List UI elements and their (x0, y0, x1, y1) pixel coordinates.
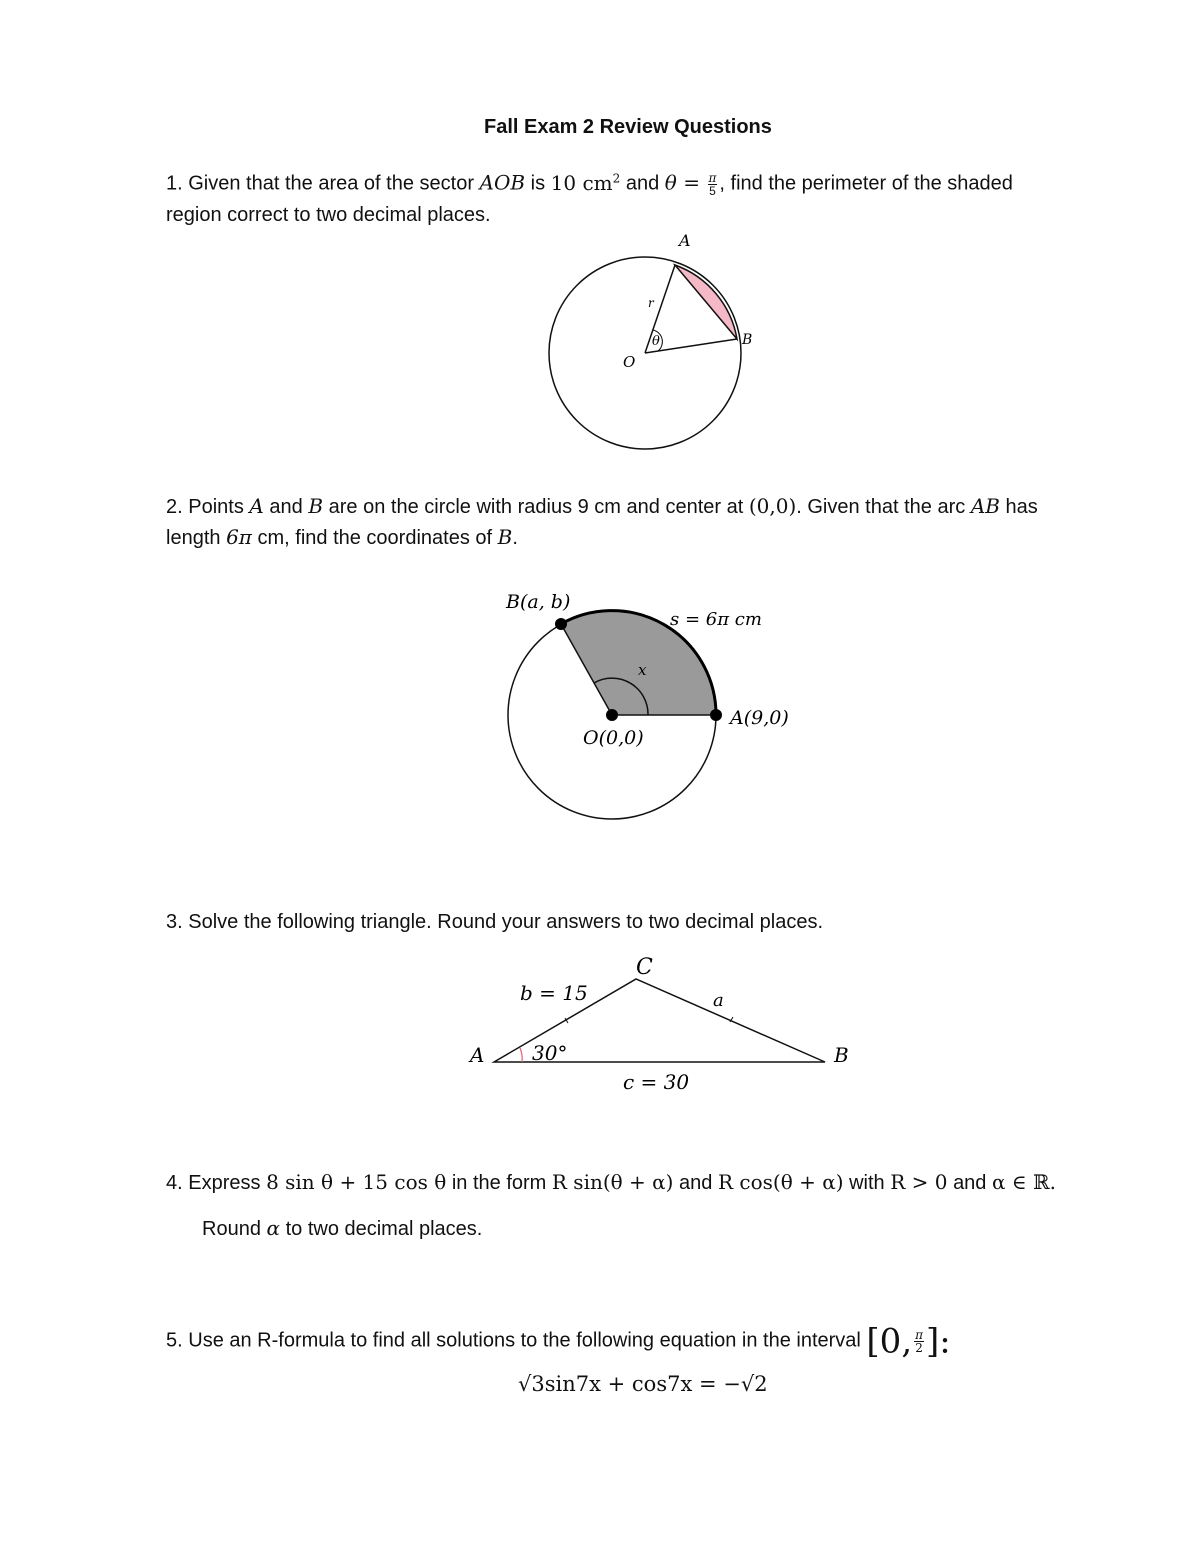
question-2-line-2 (166, 525, 518, 550)
q4-form-sin: R sin(θ + α) (551, 1170, 674, 1194)
q2-center: (0,0) (748, 494, 797, 518)
q2-text: are on the circle with radius 9 cm and center at (328, 496, 744, 518)
q4-text: and (953, 1172, 987, 1194)
q5-text: Use an R-formula to find all solutions to the following equation in the interval (188, 1329, 861, 1352)
q2-text: . (512, 527, 518, 549)
q2-text: . Given that the arc (796, 496, 966, 518)
q3-label-a-side: a (713, 990, 724, 1011)
q5-equation: √3sin7x + cos7x = −√2 (518, 1372, 768, 1396)
q1-label-b: B (742, 332, 753, 348)
q2-text: cm, find the coordinates of (257, 527, 493, 549)
q4-expression: 8 sin θ + 15 cos θ (266, 1170, 447, 1194)
q1-theta: θ = (664, 170, 700, 195)
q2-point-b: B (308, 494, 324, 518)
q1-sector-figure (520, 225, 780, 465)
q1-text: , find the perimeter of the shaded (719, 172, 1013, 195)
q3-label-a-vertex: A (470, 1043, 485, 1067)
q2-text: and (269, 496, 303, 518)
q4-text: Round (202, 1218, 261, 1240)
q1-fraction: $\frac{\pi}{5}$ (708, 170, 717, 198)
q2-label-s: s = 6π cm (670, 609, 762, 630)
question-number: 3. (166, 911, 183, 933)
q1-text: and (625, 172, 660, 195)
question-5-line-1 (166, 1321, 951, 1361)
q4-form-cos: R cos(θ + α) (717, 1170, 844, 1194)
q2-text: length (166, 527, 221, 549)
q3-label-c-side: c = 30 (623, 1070, 690, 1094)
q2-arc-figure (490, 580, 820, 870)
q3-text: Solve the following triangle. Round your answers to two decimal places. (188, 911, 824, 933)
q2-point-b (555, 618, 567, 630)
q3-triangle-figure (460, 950, 860, 1100)
q1-label-o: O (623, 353, 636, 371)
q4-alpha: α (266, 1216, 281, 1240)
q1-sector: AOB (479, 170, 526, 195)
question-2-line-1 (166, 494, 1038, 519)
q2-text: has (1005, 496, 1038, 518)
question-number: 1. (166, 172, 183, 195)
q1-shaded-segment (675, 265, 737, 339)
q4-text: to two decimal places. (285, 1218, 483, 1240)
q4-condition: R > 0 (890, 1170, 948, 1194)
q1-area: 10 $cm^2$ (550, 170, 621, 195)
q3-label-angle: 30° (532, 1041, 568, 1065)
q2-arc: AB (970, 494, 1000, 518)
question-number: 2. (166, 496, 183, 518)
question-4-line-1 (166, 1170, 1056, 1195)
q4-alpha-domain: α ∈ ℝ. (992, 1170, 1057, 1194)
q3-label-b-side: b = 15 (520, 981, 588, 1005)
q2-point-b: B (497, 525, 513, 549)
q2-point-a (710, 709, 722, 721)
q1-label-a: A (679, 231, 691, 250)
q3-label-c: C (636, 955, 653, 980)
q1-label-r: r (648, 296, 654, 310)
q2-label-a: A(9,0) (730, 707, 789, 729)
q4-text: in the form (451, 1172, 547, 1194)
question-4-line-2 (202, 1216, 482, 1241)
q2-label-x: x (638, 661, 647, 679)
q3-angle-arc (520, 1048, 522, 1062)
q4-text: with (849, 1172, 885, 1194)
q3-label-b-vertex: B (834, 1043, 849, 1067)
q2-point-o (606, 709, 618, 721)
question-number: 5. (166, 1329, 183, 1352)
question-1-line-2: region correct to two decimal places. (166, 204, 491, 226)
q1-text: is (530, 172, 546, 195)
question-1-line-1 (166, 166, 1013, 197)
q2-length: 6π (226, 525, 252, 549)
q2-text: Points (188, 496, 244, 518)
page-title: Fall Exam 2 Review Questions (484, 116, 772, 138)
q2-label-o: O(0,0) (583, 727, 644, 749)
q1-label-theta: θ (652, 334, 660, 349)
q1-text: Given that the area of the sector (188, 172, 474, 195)
question-number: 4. (166, 1172, 183, 1194)
q2-label-b: B(a, b) (506, 591, 571, 613)
q4-text: Express (188, 1172, 261, 1194)
q4-text: and (679, 1172, 713, 1194)
q5-interval: [0, $\frac{\pi}{2}$ ]: (866, 1321, 951, 1361)
q2-point-a: A (249, 494, 264, 518)
question-3 (166, 910, 823, 934)
